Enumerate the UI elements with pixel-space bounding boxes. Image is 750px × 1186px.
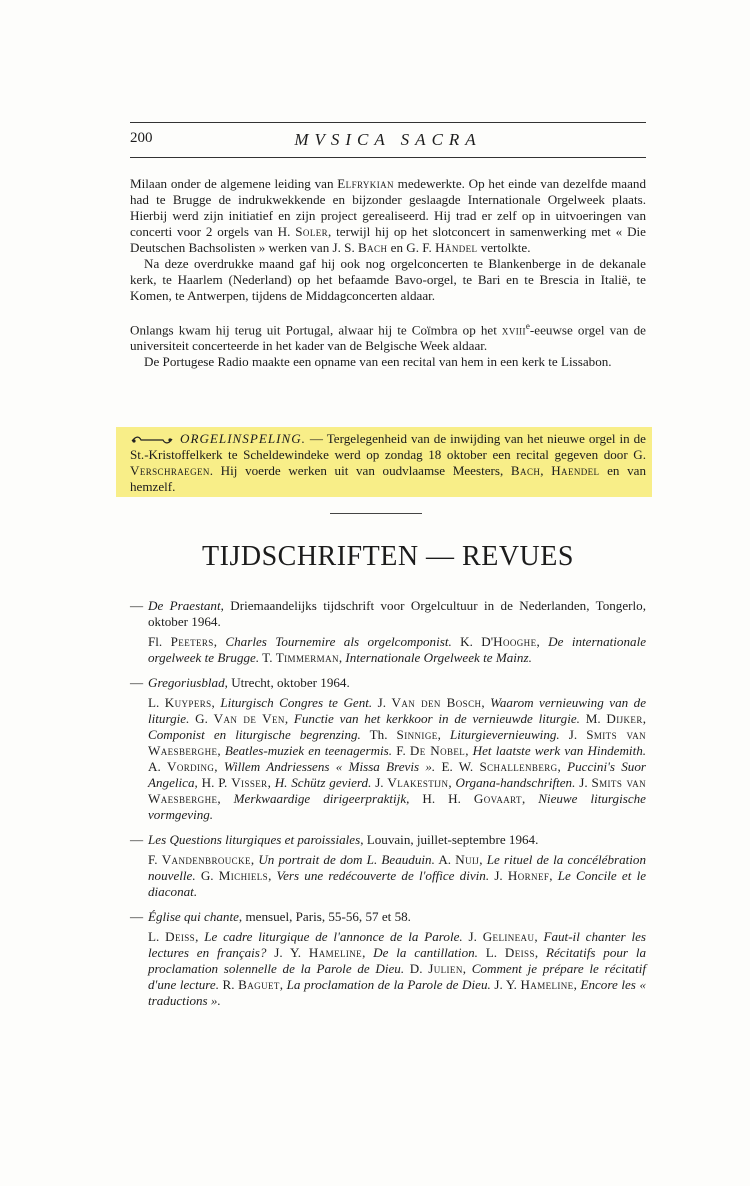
header-rule	[130, 157, 646, 158]
journal-title: Gregoriusblad	[148, 675, 225, 690]
notice-heading: ORGELINSPELING.	[180, 431, 306, 446]
name-verschraegen: Verschraegen	[130, 463, 210, 478]
section-divider	[330, 513, 422, 514]
journal-list	[130, 598, 646, 1018]
journal-entry	[130, 598, 646, 666]
name-elfrykian: Elfrykian	[337, 176, 394, 191]
journal-contents: F. Vandenbroucke, Un portrait de dom L. Beauduin. A. Nuij, Le rituel de la concélébration nouvelle. G. Michiels, Vers une redécouverte de l'office divin. J. Hornef, Le Concile et le diaconat.	[148, 852, 647, 899]
paragraph-3: Onlangs kwam hij terug uit Portugal, alwaar hij te Coïmbra op het xviii$^e$-eeuwse orgel van de universiteit concerteerde in het kader van de Belgische Week aldaar.	[130, 321, 646, 354]
journal-heading: — Les Questions liturgiques et paroissiales, Louvain, juillet-septembre 1964.	[130, 832, 539, 847]
name-soler: Soler	[295, 224, 329, 239]
page-header	[130, 130, 646, 154]
journal-heading: — De Praestant, Driemaandelijks tijdschrift voor Orgelcultuur in de Nederlanden, Tongerlo, oktober 1964.	[130, 598, 646, 629]
section-title: TIJDSCHRIFTEN — REVUES	[202, 541, 574, 572]
paragraph-4: De Portugese Radio maakte een opname van een recital van hem in een kerk te Lissabon.	[144, 354, 612, 370]
journal-entry	[130, 675, 646, 823]
journal-contents: Fl. Peeters, Charles Tournemire als orgelcomponist. K. D'Hooghe, De internationale orgelweek te Brugge. T. Timmerman, Internationale Orgelweek te Mainz.	[148, 634, 647, 665]
journal-entry	[130, 909, 646, 1009]
journal-title: Église qui chante	[148, 909, 239, 924]
name-bach: Bach	[358, 240, 388, 255]
journal-entry	[130, 832, 646, 900]
top-rule	[130, 122, 646, 123]
paragraph-1: Milaan onder de algemene leiding van Elfrykian medewerkte. Op het einde van dezelfde maand had te Brugge de indrukwekkende en bijzonder geslaagde Internationale Orgelweek plaats. Hierbij werd zijn initiatief en zijn project gerealiseerd. Hij trad er zelf op in uitvoeringen van concerti voor 2 orgels van H. Soler, terwijl hij op het slotconcert in samenwerking met « Die Deutschen Bachsolisten » werken van J. S. Bach en G. F. Händel vertolkte.	[130, 176, 646, 255]
article-body	[130, 176, 646, 370]
page-number: 200	[130, 130, 153, 146]
ornament-icon	[130, 435, 174, 445]
paragraph-2: Na deze overdrukke maand gaf hij ook nog orgelconcerten te Blankenberge in de dekanale kerk, te Haarlem (Nederland) op het befaamde Bavo-orgel, te Bari en te Brescia in Italië, te Komen, te Antwerpen, tijdens de Middagconcerten aldaar.	[130, 256, 646, 303]
journal-heading: — Église qui chante, mensuel, Paris, 55-56, 57 et 58.	[130, 909, 411, 924]
running-title: MVSICA SACRA	[294, 130, 482, 149]
name-handel: Händel	[435, 240, 478, 255]
journal-contents: L. Kuypers, Liturgisch Congres te Gent. J. Van den Bosch, Waarom vernieuwing van de liturgie. G. Van de Ven, Functie van het kerkkoor in de vernieuwde liturgie. M. Dijker, Componist en liturgische begrenzing. Th. Sinnige, Liturgievernieuwing. J. Smits van Waesberghe, Beatles-muziek en teenagermis. F. De Nobel, Het laatste werk van Hindemith. A. Vording, Willem Andriessens « Missa Brevis ». E. W. Schallenberg, Puccini's Suor Angelica, H. P. Visser, H. Schütz gevierd. J. Vlakestijn, Organa-handschriften. J. Smits van Waesberghe, Merkwaardige dirigeerpraktijk, H. H. Govaart, Nieuwe liturgische vormgeving.	[148, 695, 647, 822]
journal-contents: L. Deiss, Le cadre liturgique de l'annonce de la Parole. J. Gelineau, Faut-il chanter les lectures en français? J. Y. Hameline, De la cantillation. L. Deiss, Récitatifs pour la proclamation solennelle de la Parole de Dieu. D. Julien, Comment je prépare le récitatif d'une lecture. R. Baguet, La proclamation de la Parole de Dieu. J. Y. Hameline, Encore les « traductions ».	[148, 929, 647, 1008]
orgelinspeling-notice: ORGELINSPELING. — Tergelegenheid van de inwijding van het nieuwe orgel in de St.-Kristoffelkerk te Scheldewindeke werd op zondag 18 oktober een recital gegeven door G. Verschraegen. Hij voerde werken uit van oudvlaamse Meesters, Bach, Haendel en van hemzelf.	[130, 431, 646, 494]
journal-heading: — Gregoriusblad, Utrecht, oktober 1964.	[130, 675, 350, 690]
journal-title: Les Questions liturgiques et paroissiales	[148, 832, 361, 847]
journal-title: De Praestant	[148, 598, 221, 613]
